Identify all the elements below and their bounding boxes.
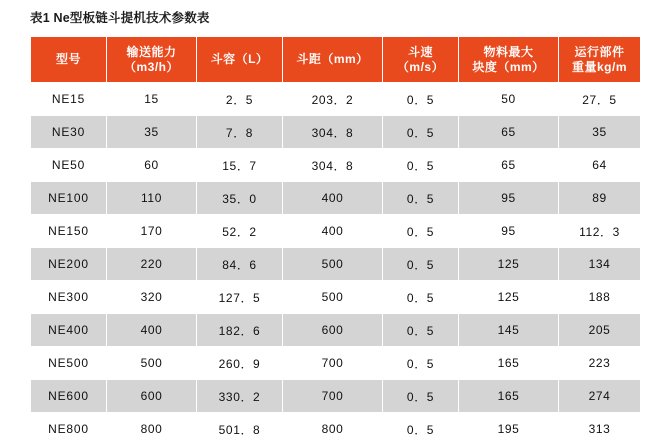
table-row (31, 83, 641, 116)
spec-table (30, 36, 641, 446)
cell-weight: 89 (559, 182, 641, 215)
cell-max-lump: 95 (459, 182, 559, 215)
cell-model: NE15 (31, 83, 107, 116)
cell-capacity: 500 (107, 347, 197, 380)
cell-weight: 313 (559, 413, 641, 446)
cell-speed: 0．5 (383, 413, 459, 446)
cell-speed: 0．5 (383, 116, 459, 149)
header-line-1: 斗速 (407, 44, 433, 59)
cell-model: NE100 (31, 182, 107, 215)
cell-speed: 0．5 (383, 347, 459, 380)
table-row (31, 281, 641, 314)
cell-bucket-pitch: 600 (283, 314, 383, 347)
cell-model: NE500 (31, 347, 107, 380)
cell-max-lump: 125 (459, 248, 559, 281)
cell-capacity: 35 (107, 116, 197, 149)
cell-capacity: 400 (107, 314, 197, 347)
cell-weight: 112．3 (559, 215, 641, 248)
cell-model: NE800 (31, 413, 107, 446)
cell-capacity: 320 (107, 281, 197, 314)
cell-speed: 0．5 (383, 248, 459, 281)
cell-speed: 0．5 (383, 281, 459, 314)
cell-model: NE50 (31, 149, 107, 182)
cell-model: NE300 (31, 281, 107, 314)
cell-max-lump: 65 (459, 116, 559, 149)
header-line-1: 斗容（L） (210, 52, 269, 66)
header-line-1: 输送能力 (126, 44, 177, 59)
header-line-1: 斗距（mm） (296, 52, 369, 66)
table-body (31, 83, 641, 446)
cell-weight: 205 (559, 314, 641, 347)
cell-max-lump: 145 (459, 314, 559, 347)
cell-weight: 274 (559, 380, 641, 413)
header-line-2: 重量kg/m (571, 59, 627, 74)
header-line-1: 运行部件 (574, 44, 625, 59)
cell-model: NE150 (31, 215, 107, 248)
header-line-1: 物料最大 (483, 44, 534, 59)
header-line-2: 块度（mm） (472, 59, 545, 74)
column-header-model (31, 37, 107, 83)
cell-capacity: 60 (107, 149, 197, 182)
cell-model: NE30 (31, 116, 107, 149)
cell-weight: 35 (559, 116, 641, 149)
table-row (31, 149, 641, 182)
header-line-2: （m/s） (396, 59, 445, 74)
table-row (31, 248, 641, 281)
cell-max-lump: 50 (459, 83, 559, 116)
column-header-bucket-volume (197, 37, 283, 83)
cell-capacity: 170 (107, 215, 197, 248)
column-header-capacity (107, 37, 197, 83)
cell-bucket-volume: 15．7 (197, 149, 283, 182)
table-row (31, 215, 641, 248)
table-row (31, 380, 641, 413)
cell-capacity: 15 (107, 83, 197, 116)
spec-table-container (30, 36, 640, 446)
cell-bucket-volume: 35．0 (197, 182, 283, 215)
cell-weight: 27．5 (559, 83, 641, 116)
cell-max-lump: 65 (459, 149, 559, 182)
cell-weight: 223 (559, 347, 641, 380)
cell-bucket-volume: 52．2 (197, 215, 283, 248)
cell-model: NE200 (31, 248, 107, 281)
cell-bucket-pitch: 800 (283, 413, 383, 446)
cell-speed: 0．5 (383, 215, 459, 248)
header-line-1: 型号 (55, 52, 81, 66)
column-header-running-weight (559, 37, 641, 83)
table-caption: 表1 Ne型板链斗提机技术参数表 (30, 11, 210, 25)
cell-bucket-pitch: 700 (283, 347, 383, 380)
cell-bucket-pitch: 203．2 (283, 83, 383, 116)
column-header-bucket-pitch (283, 37, 383, 83)
cell-model: NE400 (31, 314, 107, 347)
cell-bucket-volume: 127．5 (197, 281, 283, 314)
cell-bucket-volume: 84．6 (197, 248, 283, 281)
table-row (31, 314, 641, 347)
cell-speed: 0．5 (383, 83, 459, 116)
cell-max-lump: 95 (459, 215, 559, 248)
cell-bucket-pitch: 400 (283, 215, 383, 248)
cell-bucket-pitch: 500 (283, 248, 383, 281)
table-header (31, 37, 641, 83)
cell-bucket-volume: 501．8 (197, 413, 283, 446)
column-header-bucket-speed (383, 37, 459, 83)
cell-bucket-pitch: 500 (283, 281, 383, 314)
cell-max-lump: 125 (459, 281, 559, 314)
cell-weight: 134 (559, 248, 641, 281)
cell-max-lump: 195 (459, 413, 559, 446)
cell-bucket-volume: 182．6 (197, 314, 283, 347)
cell-speed: 0．5 (383, 182, 459, 215)
cell-bucket-pitch: 400 (283, 182, 383, 215)
cell-max-lump: 165 (459, 347, 559, 380)
table-row (31, 347, 641, 380)
cell-speed: 0．5 (383, 380, 459, 413)
cell-weight: 188 (559, 281, 641, 314)
cell-speed: 0．5 (383, 314, 459, 347)
cell-bucket-volume: 330．2 (197, 380, 283, 413)
cell-capacity: 110 (107, 182, 197, 215)
cell-bucket-volume: 7．8 (197, 116, 283, 149)
header-line-2: （m3/h） (123, 59, 179, 74)
table-row (31, 413, 641, 446)
cell-bucket-pitch: 304．8 (283, 116, 383, 149)
cell-capacity: 800 (107, 413, 197, 446)
table-row (31, 116, 641, 149)
cell-bucket-volume: 260．9 (197, 347, 283, 380)
table-row (31, 182, 641, 215)
cell-bucket-pitch: 304．8 (283, 149, 383, 182)
cell-bucket-pitch: 700 (283, 380, 383, 413)
column-header-max-lump (459, 37, 559, 83)
cell-bucket-volume: 2．5 (197, 83, 283, 116)
cell-capacity: 220 (107, 248, 197, 281)
header-row (31, 37, 641, 83)
cell-speed: 0．5 (383, 149, 459, 182)
cell-weight: 64 (559, 149, 641, 182)
cell-max-lump: 165 (459, 380, 559, 413)
cell-model: NE600 (31, 380, 107, 413)
cell-capacity: 600 (107, 380, 197, 413)
